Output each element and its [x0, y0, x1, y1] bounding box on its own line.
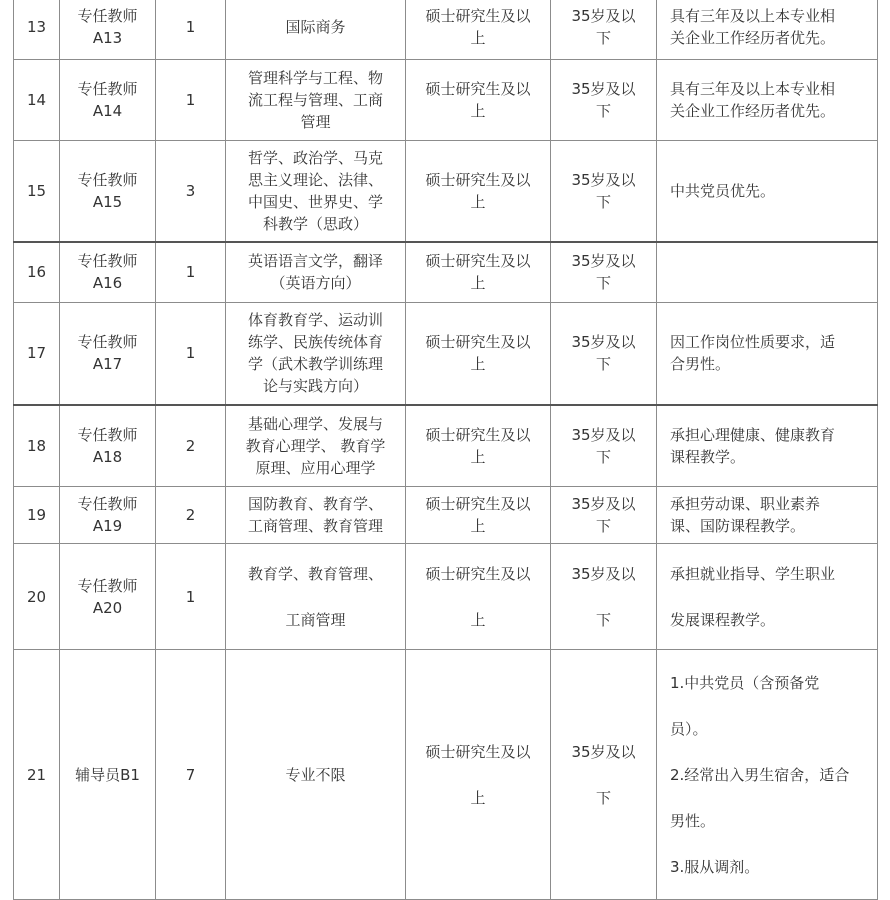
major-cell: 基础心理学、发展与 教育心理学、 教育学 原理、应用心理学 [226, 405, 406, 487]
row-number: 13 [14, 0, 60, 60]
age-cell: 35岁及以 下 [551, 544, 657, 650]
degree-cell: 硕士研究生及以 上 [406, 60, 551, 141]
age-cell: 35岁及以 下 [551, 650, 657, 900]
note-cell: 承担心理健康、健康教育 课程教学。 [657, 405, 878, 487]
degree-cell: 硕士研究生及以 上 [406, 650, 551, 900]
headcount-cell: 2 [156, 405, 226, 487]
age-cell: 35岁及以 下 [551, 487, 657, 544]
row-number: 21 [14, 650, 60, 900]
headcount-cell: 1 [156, 0, 226, 60]
degree-cell: 硕士研究生及以 上 [406, 303, 551, 405]
row-number: 14 [14, 60, 60, 141]
degree-cell: 硕士研究生及以 上 [406, 141, 551, 242]
table-row [14, 0, 878, 60]
position-cell: 专任教师 A13 [60, 0, 156, 60]
table-row [14, 141, 878, 242]
position-cell: 专任教师 A18 [60, 405, 156, 487]
note-cell: 承担就业指导、学生职业 发展课程教学。 [657, 544, 878, 650]
age-cell: 35岁及以 下 [551, 303, 657, 405]
recruitment-table [13, 0, 878, 900]
note-cell: 承担劳动课、职业素养 课、国防课程教学。 [657, 487, 878, 544]
position-cell: 专任教师 A20 [60, 544, 156, 650]
headcount-cell: 1 [156, 242, 226, 303]
headcount-cell: 3 [156, 141, 226, 242]
table-row [14, 242, 878, 303]
note-cell: 因工作岗位性质要求，适 合男性。 [657, 303, 878, 405]
row-number: 17 [14, 303, 60, 405]
row-number: 18 [14, 405, 60, 487]
degree-cell: 硕士研究生及以 上 [406, 487, 551, 544]
headcount-cell: 1 [156, 60, 226, 141]
major-cell: 专业不限 [226, 650, 406, 900]
degree-cell: 硕士研究生及以 上 [406, 242, 551, 303]
row-number: 16 [14, 242, 60, 303]
headcount-cell: 1 [156, 303, 226, 405]
row-number: 15 [14, 141, 60, 242]
headcount-cell: 1 [156, 544, 226, 650]
position-cell: 专任教师 A16 [60, 242, 156, 303]
age-cell: 35岁及以 下 [551, 60, 657, 141]
degree-cell: 硕士研究生及以 上 [406, 405, 551, 487]
position-cell: 辅导员B1 [60, 650, 156, 900]
degree-cell: 硕士研究生及以 上 [406, 544, 551, 650]
note-cell [657, 242, 878, 303]
table-row [14, 60, 878, 141]
table-row [14, 303, 878, 405]
headcount-cell: 2 [156, 487, 226, 544]
major-cell: 教育学、教育管理、 工商管理 [226, 544, 406, 650]
table-row [14, 487, 878, 544]
age-cell: 35岁及以 下 [551, 405, 657, 487]
major-cell: 体育教育学、运动训 练学、民族传统体育 学（武术教学训练理 论与实践方向） [226, 303, 406, 405]
position-cell: 专任教师 A15 [60, 141, 156, 242]
table-row [14, 544, 878, 650]
note-cell: 中共党员优先。 [657, 141, 878, 242]
position-cell: 专任教师 A17 [60, 303, 156, 405]
major-cell: 国防教育、教育学、 工商管理、教育管理 [226, 487, 406, 544]
row-number: 19 [14, 487, 60, 544]
row-number: 20 [14, 544, 60, 650]
note-cell: 1.中共党员（含预备党 员）。 2.经常出入男生宿舍，适合 男性。 3.服从调剂。 [657, 650, 878, 900]
major-cell: 哲学、政治学、马克 思主义理论、法律、 中国史、世界史、学 科教学（思政） [226, 141, 406, 242]
position-cell: 专任教师 A14 [60, 60, 156, 141]
major-cell: 国际商务 [226, 0, 406, 60]
note-cell: 具有三年及以上本专业相 关企业工作经历者优先。 [657, 60, 878, 141]
note-cell: 具有三年及以上本专业相 关企业工作经历者优先。 [657, 0, 878, 60]
table-row [14, 405, 878, 487]
headcount-cell: 7 [156, 650, 226, 900]
age-cell: 35岁及以 下 [551, 242, 657, 303]
position-cell: 专任教师 A19 [60, 487, 156, 544]
age-cell: 35岁及以 下 [551, 0, 657, 60]
major-cell: 管理科学与工程、物 流工程与管理、工商 管理 [226, 60, 406, 141]
table-row [14, 650, 878, 900]
degree-cell: 硕士研究生及以 上 [406, 0, 551, 60]
major-cell: 英语语言文学，翻译 （英语方向） [226, 242, 406, 303]
age-cell: 35岁及以 下 [551, 141, 657, 242]
